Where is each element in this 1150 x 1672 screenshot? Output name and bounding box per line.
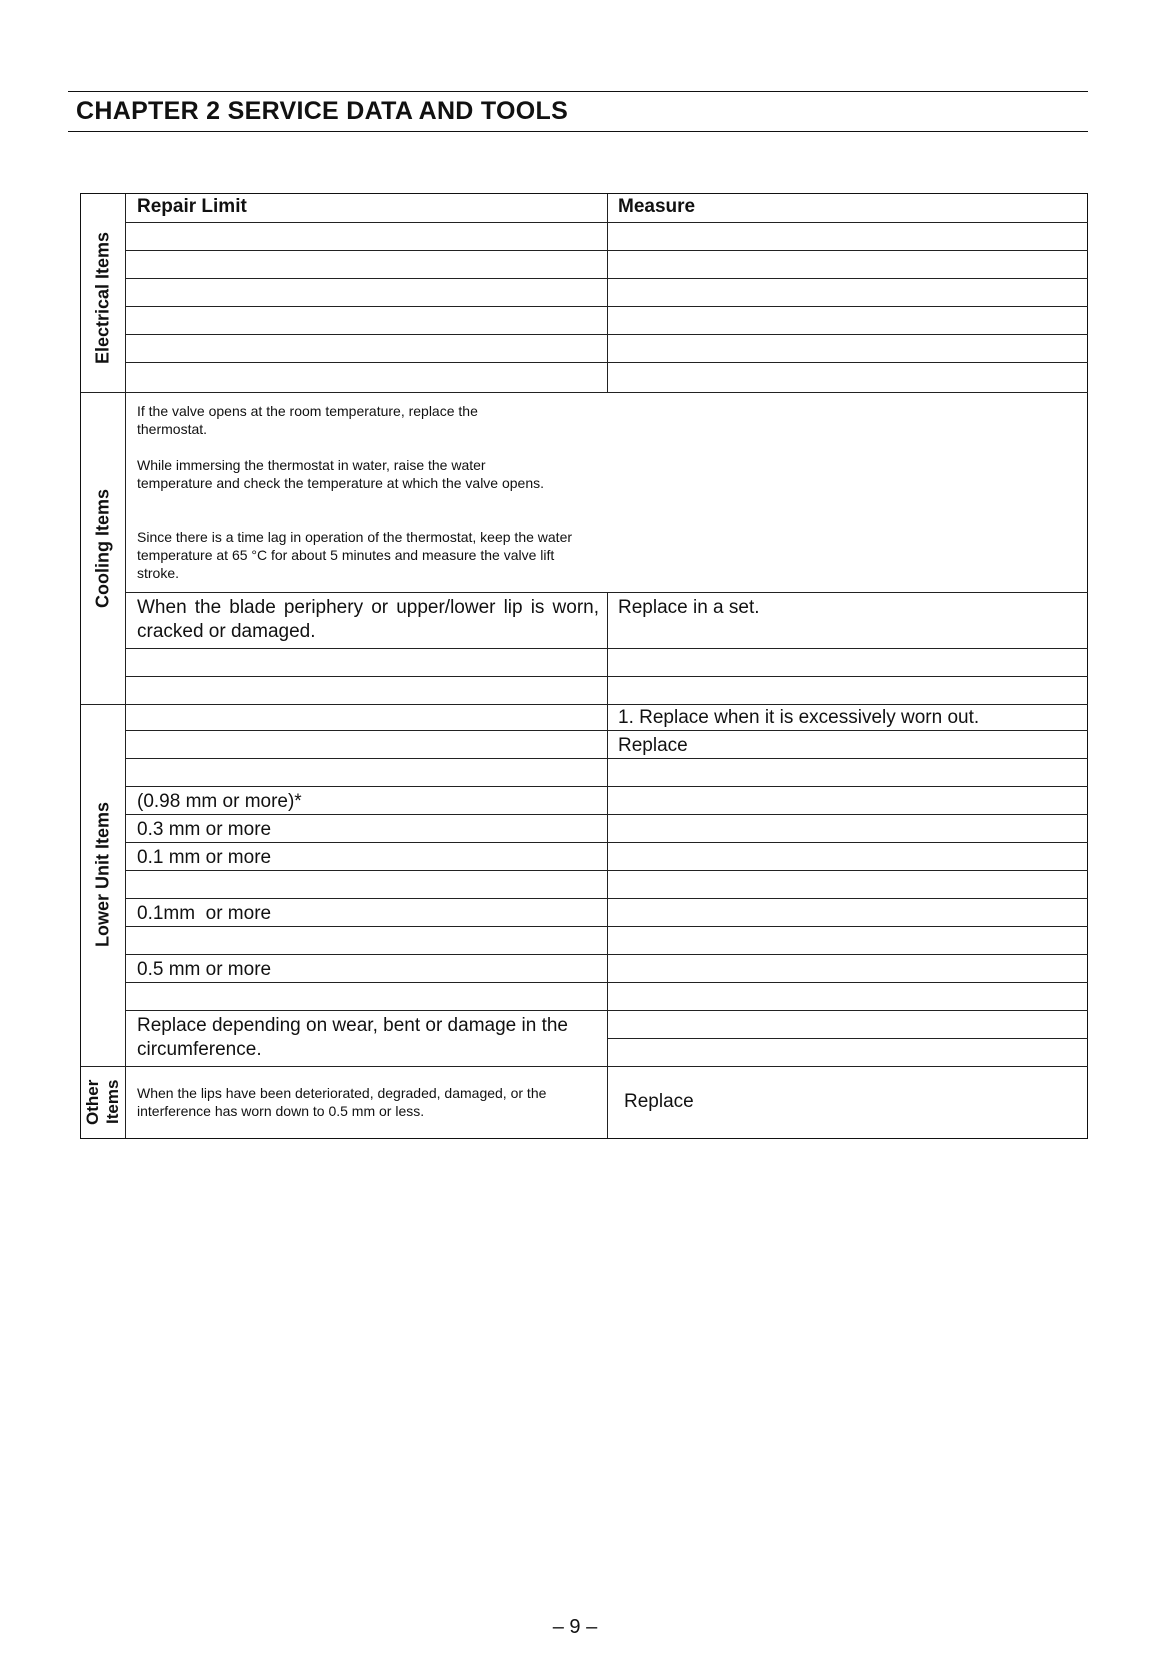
header-repair-limit: Repair Limit	[137, 196, 247, 217]
section-divider	[81, 704, 1088, 705]
lower-unit-measure-1: 1. Replace when it is excessively worn out.	[618, 707, 980, 728]
top-rule	[68, 91, 1088, 92]
other-items-measure: Replace	[624, 1091, 694, 1112]
section-label-cooling: Cooling Items	[92, 488, 113, 608]
cooling-note-time-lag: Since there is a time lag in operation of the thermostat, keep the water temperature at 65 °C for about 5 minutes and measure the valve lift stroke.	[137, 529, 573, 581]
row-divider	[125, 334, 1088, 335]
row-divider	[125, 648, 1088, 649]
cooling-note-immersing: While immersing the thermostat in water, raise the water temperature and check the temperature at which the valve opens.	[137, 457, 545, 491]
row-divider	[125, 814, 1088, 815]
row-divider	[125, 926, 1088, 927]
row-divider	[125, 250, 1088, 251]
row-divider	[125, 676, 1088, 677]
header-measure: Measure	[618, 196, 696, 217]
row-divider	[125, 898, 1088, 899]
chapter-title: CHAPTER 2 SERVICE DATA AND TOOLS	[76, 97, 569, 125]
lower-unit-limit-4: 0.1mm or more	[137, 903, 272, 924]
row-divider	[125, 842, 1088, 843]
row-divider	[125, 870, 1088, 871]
section-label-electrical: Electrical Items	[92, 231, 113, 365]
lower-unit-limit-2: 0.3 mm or more	[137, 819, 272, 840]
cooling-note-valve-opens: If the valve opens at the room temperature, replace the thermostat.	[137, 403, 478, 437]
cooling-blade-limit: When the blade periphery or upper/lower lip is worn, cracked or damaged.	[137, 597, 599, 642]
service-data-table	[80, 193, 1088, 1139]
row-divider	[125, 730, 1088, 731]
row-divider	[125, 222, 1088, 223]
lower-unit-limit-5: 0.5 mm or more	[137, 959, 272, 980]
row-divider	[125, 1010, 1088, 1011]
title-underline	[68, 131, 1088, 132]
row-divider	[125, 592, 1088, 593]
row-divider	[125, 982, 1088, 983]
section-column-divider	[125, 194, 126, 1138]
row-divider	[125, 786, 1088, 787]
section-divider	[81, 392, 1088, 393]
section-label-other: Other Items	[83, 1079, 122, 1125]
lower-unit-measure-2: Replace	[618, 735, 688, 756]
lower-unit-limit-6: Replace depending on wear, bent or damage in the circumference.	[137, 1015, 568, 1060]
section-label-lower-unit: Lower Unit Items	[92, 801, 113, 947]
measure-column-divider	[607, 592, 608, 1138]
row-divider	[125, 954, 1088, 955]
row-divider	[125, 306, 1088, 307]
lower-unit-limit-1: (0.98 mm or more)*	[137, 791, 302, 812]
row-divider	[125, 758, 1088, 759]
row-divider	[125, 278, 1088, 279]
lower-unit-limit-3: 0.1 mm or more	[137, 847, 272, 868]
row-divider	[607, 1038, 1088, 1039]
page-number: – 9 –	[552, 1616, 598, 1638]
row-divider	[125, 362, 1088, 363]
cooling-blade-measure: Replace in a set.	[618, 597, 760, 618]
other-items-limit: When the lips have been deteriorated, degraded, damaged, or the interference has worn down to 0.5 mm or less.	[137, 1085, 547, 1119]
section-divider	[81, 1066, 1088, 1067]
